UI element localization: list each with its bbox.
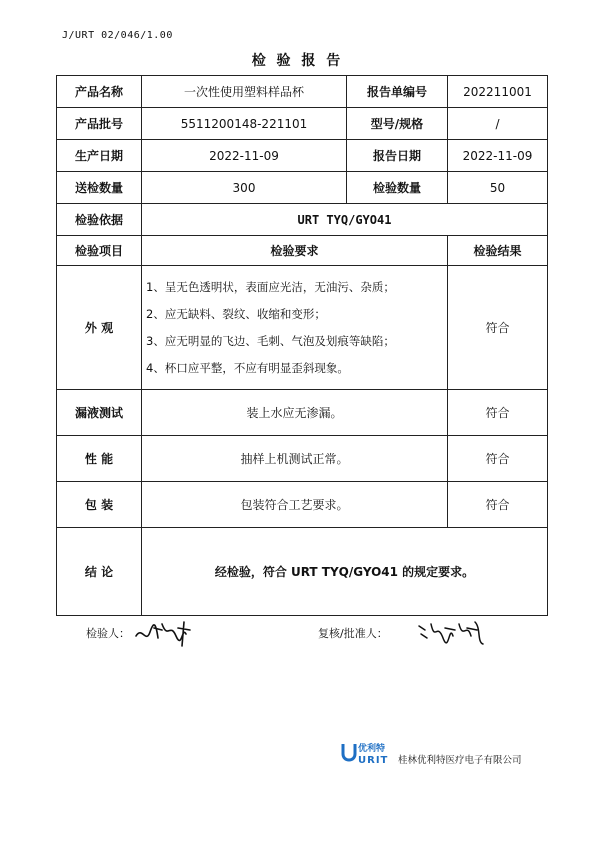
approver-signature [415,618,487,648]
company-name: 桂林优利特医疗电子有限公司 [398,755,522,766]
report-no-value: 202211001 [448,76,548,108]
report-date-label: 报告日期 [347,140,448,172]
table-row [57,236,548,266]
product-name-value: 一次性使用塑料样品杯 [142,76,347,108]
leak-test-label: 漏液测试 [57,390,142,436]
submit-qty-value: 300 [142,172,347,204]
requirement-line: 4、杯口应平整，不应有明显歪斜现象。 [146,360,349,375]
conclusion-text: 经检验，符合 URT TYQ/GYO41 的规定要求。 [142,528,548,616]
prod-date-value: 2022-11-09 [142,140,347,172]
table-row [57,390,548,436]
model-value: / [448,108,548,140]
urit-logo-icon [340,740,398,766]
report-no-label: 报告单编号 [347,76,448,108]
logo-cn-text: 优利特 [358,744,386,754]
table-row [57,436,548,482]
leak-test-requirement: 装上水应无渗漏。 [142,390,448,436]
leak-test-result: 符合 [448,390,548,436]
requirement-line: 1、呈无色透明状，表面应光洁，无油污、杂质； [146,279,395,294]
packaging-result: 符合 [448,482,548,528]
batch-value: 5511200148-221101 [142,108,347,140]
packaging-label: 包 装 [57,482,142,528]
basis-value: URT TYQ/GYO41 [142,204,548,236]
batch-label: 产品批号 [57,108,142,140]
company-logo [340,740,398,770]
inspector-signature [132,618,196,650]
col-result-header: 检验结果 [448,236,548,266]
requirement-line: 3、应无明显的飞边、毛刺、气泡及划痕等缺陷； [146,333,395,348]
table-row [57,108,548,140]
inspector-label: 检验人： [86,627,130,640]
inspect-qty-value: 50 [448,172,548,204]
performance-label: 性 能 [57,436,142,482]
requirement-line: 2、应无缺料、裂纹、收缩和变形； [146,306,326,321]
inspection-report-table [56,75,548,616]
table-row [57,204,548,236]
table-row [57,76,548,108]
packaging-requirement: 包装符合工艺要求。 [142,482,448,528]
appearance-label: 外 观 [57,266,142,390]
performance-requirement: 抽样上机测试正常。 [142,436,448,482]
prod-date-label: 生产日期 [57,140,142,172]
approver-label: 复核/批准人： [318,627,388,640]
inspect-qty-label: 检验数量 [347,172,448,204]
report-date-value: 2022-11-09 [448,140,548,172]
model-label: 型号/规格 [347,108,448,140]
submit-qty-label: 送检数量 [57,172,142,204]
table-row [57,172,548,204]
performance-result: 符合 [448,436,548,482]
appearance-result: 符合 [448,266,548,390]
table-row [57,482,548,528]
report-title: 检 验 报 告 [251,53,344,69]
product-name-label: 产品名称 [57,76,142,108]
document-code: J/URT 02/046/1.00 [62,30,173,41]
conclusion-label: 结 论 [57,528,142,616]
table-row [57,528,548,616]
logo-en-text: URIT [358,755,389,766]
col-item-header: 检验项目 [57,236,142,266]
basis-label: 检验依据 [57,204,142,236]
col-req-header: 检验要求 [142,236,448,266]
table-row [57,140,548,172]
table-row [57,266,548,390]
appearance-requirements [142,266,448,390]
